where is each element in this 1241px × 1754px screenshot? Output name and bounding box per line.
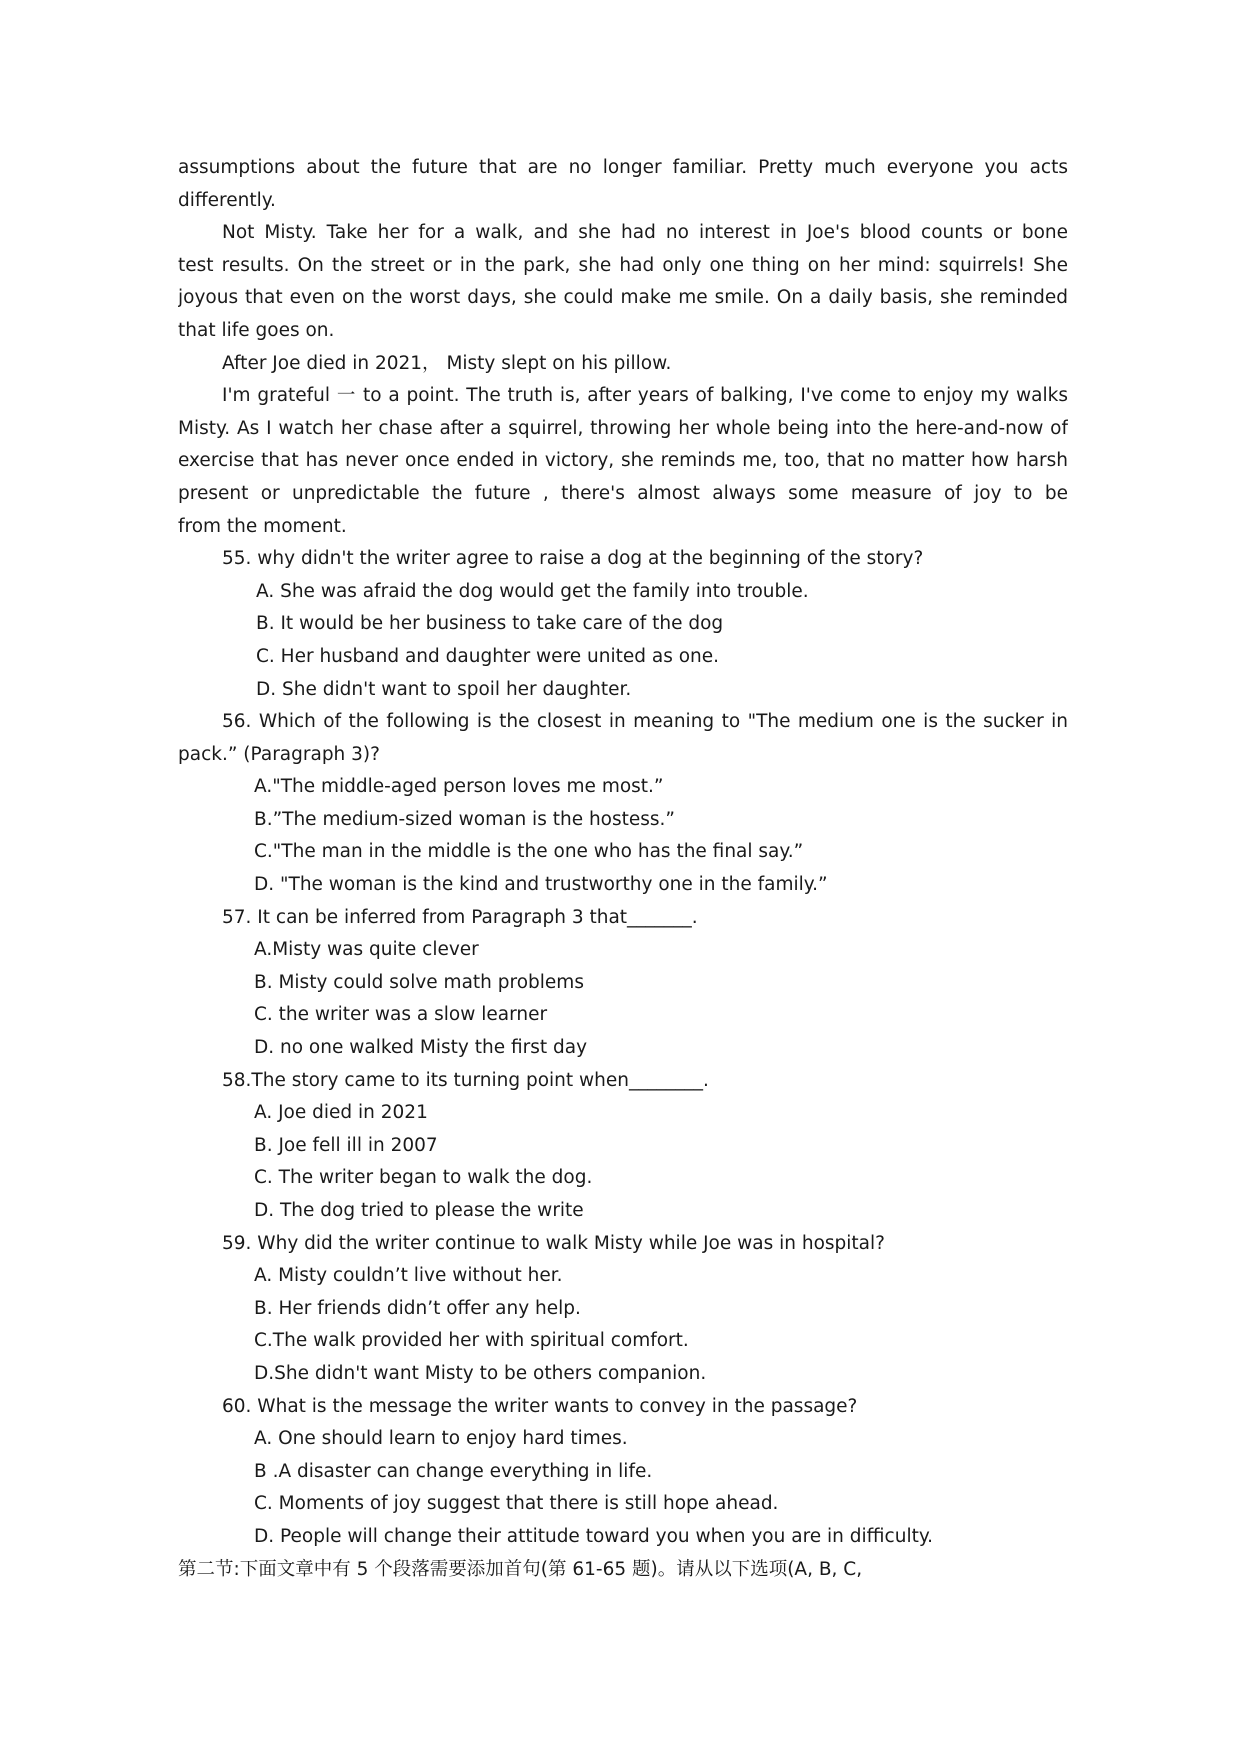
answer-option: B. Joe fell ill in 2007	[254, 1134, 438, 1156]
passage-line: present or unpredictable the future , there's almost always some measure of joy to be	[178, 482, 1068, 504]
answer-option: B.”The medium-sized woman is the hostess.”	[254, 808, 676, 830]
question-stem: 56. Which of the following is the closest in meaning to "The medium one is the sucker in	[222, 711, 1068, 733]
question-58	[178, 1065, 1068, 1228]
passage-line: Not Misty. Take her for a walk, and she had no interest in Joe's blood counts or bone	[222, 222, 1068, 244]
answer-option: C. The writer began to walk the dog.	[254, 1167, 593, 1189]
question-57	[178, 902, 1068, 1065]
answer-option: D. "The woman is the kind and trustworthy one in the family.”	[254, 874, 828, 896]
answer-option: C.The walk provided her with spiritual comfort.	[254, 1330, 689, 1352]
answer-option: D. She didn't want to spoil her daughter.	[256, 678, 632, 700]
question-stem-continued: pack.” (Paragraph 3)?	[178, 743, 380, 765]
question-stem: 57. It can be inferred from Paragraph 3 that_______.	[222, 906, 698, 928]
answer-option: B. Her friends didn’t offer any help.	[254, 1297, 581, 1319]
question-55	[178, 543, 1068, 706]
passage-line: Misty. As I watch her chase after a squirrel, throwing her whole being into the here-and-now of	[178, 417, 1068, 439]
question-59	[178, 1228, 1068, 1391]
answer-option: A. One should learn to enjoy hard times.	[254, 1428, 628, 1450]
answer-option: B. It would be her business to take care of the dog	[256, 613, 724, 635]
reading-passage	[178, 152, 1068, 543]
answer-option: D.She didn't want Misty to be others companion.	[254, 1362, 707, 1384]
question-60	[178, 1391, 1068, 1554]
question-stem: 60. What is the message the writer wants to convey in the passage?	[222, 1395, 858, 1417]
question-stem: 55. why didn't the writer agree to raise a dog at the beginning of the story?	[222, 548, 924, 570]
question-56	[178, 706, 1068, 902]
passage-line: differently.	[178, 189, 276, 211]
answer-option: C. the writer was a slow learner	[254, 1004, 548, 1026]
passage-line: exercise that has never once ended in victory, she reminds me, too, that no matter how harsh	[178, 450, 1068, 472]
answer-option: B .A disaster can change everything in life.	[254, 1460, 653, 1482]
answer-option: D. The dog tried to please the write	[254, 1200, 584, 1221]
page-content	[178, 152, 1068, 1586]
question-stem: 59. Why did the writer continue to walk Misty while Joe was in hospital?	[222, 1232, 885, 1254]
passage-line: from the moment.	[178, 515, 347, 537]
answer-option: B. Misty could solve math problems	[254, 971, 584, 993]
passage-line: that life goes on.	[178, 319, 335, 341]
passage-line: test results. On the street or in the park, she had only one thing on her mind: squirrels! She	[178, 254, 1068, 276]
passage-line: assumptions about the future that are no longer familiar. Pretty much everyone you acts	[178, 157, 1068, 178]
section-heading: 第二节:下面文章中有 5 个段落需要添加首句(第 61-65 题)。请从以下选项(A, B, C,	[178, 1558, 863, 1580]
answer-option: A. Joe died in 2021	[254, 1102, 428, 1124]
answer-option: D. no one walked Misty the first day	[254, 1037, 588, 1059]
question-stem: 58.The story came to its turning point when________.	[222, 1069, 709, 1091]
answer-option: D. People will change their attitude toward you when you are in difficulty.	[254, 1525, 934, 1547]
answer-option: A. Misty couldn’t live without her.	[254, 1265, 563, 1287]
passage-line: I'm grateful 一 to a point. The truth is, after years of balking, I've come to enjoy my walks	[222, 385, 1068, 407]
passage-line: After Joe died in 2021， Misty slept on his pillow.	[222, 352, 672, 374]
answer-option: A.Misty was quite clever	[254, 939, 479, 961]
answer-option: C."The man in the middle is the one who has the final say.”	[254, 841, 804, 863]
passage-line: joyous that even on the worst days, she could make me smile. On a daily basis, she reminded	[178, 287, 1068, 309]
answer-option: A."The middle-aged person loves me most.”	[254, 776, 664, 798]
answer-option: A. She was afraid the dog would get the family into trouble.	[256, 580, 809, 602]
answer-option: C. Moments of joy suggest that there is still hope ahead.	[254, 1493, 779, 1515]
answer-option: C. Her husband and daughter were united as one.	[256, 645, 720, 667]
